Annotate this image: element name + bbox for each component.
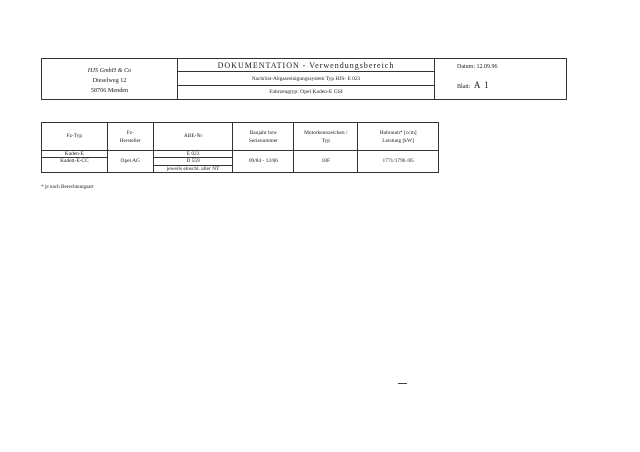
cell-fz-typ-2: Kadett-E-CC — [42, 158, 108, 173]
system-line: Nachrüst-Abgasreinigungssystem Typ HJS- E 023 — [178, 72, 434, 86]
header-baujahr — [233, 123, 294, 151]
cell-hersteller: Opel AG — [107, 151, 153, 173]
header-fz-hersteller-line1: Fz- — [126, 129, 134, 136]
vehicle-line: Fahrzeugtyp: Opel Kaden-E GSI — [269, 89, 343, 95]
header-baujahr-line1: Baujahr bzw — [249, 129, 278, 136]
header-fz-hersteller-line2: Hersteller — [119, 137, 141, 144]
company-street: Dieselweg 12 — [92, 77, 127, 84]
header-motor-line1: Motorkennzeichen / — [304, 129, 348, 136]
header-meta-block — [435, 59, 566, 99]
company-block — [42, 59, 178, 99]
document-date: Datum: 12.09.96 — [457, 64, 498, 70]
sheet-value: A 1 — [473, 80, 490, 90]
header-motor-line2: Typ — [321, 137, 330, 144]
header-fz-typ: Fz-Typ — [42, 123, 108, 151]
document-header — [41, 58, 567, 100]
header-fz-hersteller — [107, 123, 153, 151]
company-city: 58706 Menden — [90, 87, 129, 94]
header-baujahr-line2: Serienummer — [248, 137, 278, 144]
document-title: DOKUMENTATION - Verwendungsbereich — [178, 59, 434, 72]
header-motor — [294, 123, 358, 151]
cell-baujahr: 09/84 - 12/86 — [233, 151, 294, 173]
cell-hubraum: 1771/1796 /85 — [358, 151, 439, 173]
header-hubraum — [358, 123, 439, 151]
company-name: HJS GmbH & Co — [87, 67, 132, 74]
cell-motor: 18F — [294, 151, 358, 173]
header-title-block — [178, 59, 435, 99]
usage-table — [41, 122, 439, 173]
cell-fz-typ-1: Kaden-E — [42, 151, 108, 158]
sheet-label: Blatt: — [457, 84, 471, 90]
cell-abe-2: D 559 — [153, 158, 233, 165]
scan-mark — [398, 383, 407, 384]
table-row — [42, 151, 439, 158]
cell-abe-3: jeweils einschl. aller NT — [153, 165, 233, 172]
header-hubraum-line1: Hubraum* [ccm] — [379, 129, 417, 136]
header-abe-nr: ABE-Nr — [153, 123, 233, 151]
cell-abe-1: E 023 — [153, 151, 233, 158]
sheet-number — [457, 80, 490, 90]
footnote: * je nach Berechnungsart — [41, 184, 94, 190]
header-hubraum-line2: Leistung [kW] — [382, 137, 414, 144]
table-header-row — [42, 123, 439, 151]
